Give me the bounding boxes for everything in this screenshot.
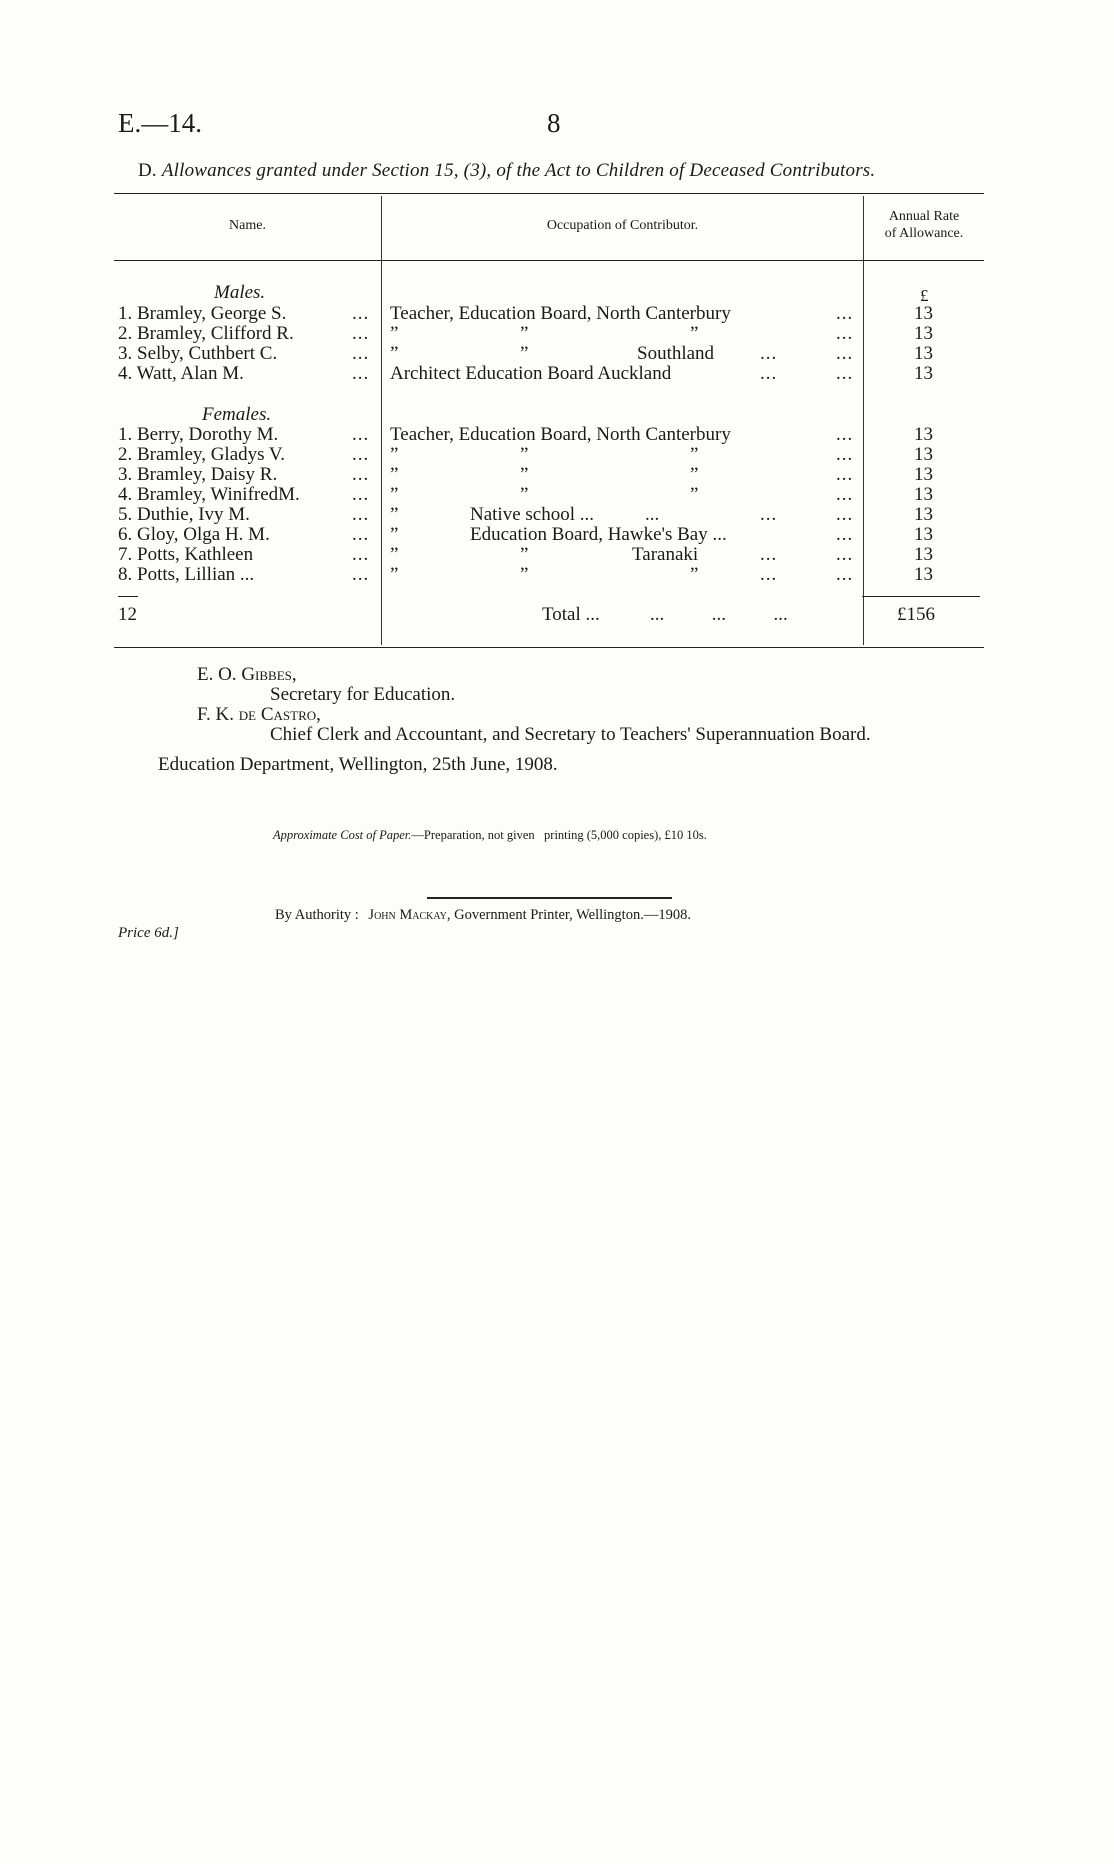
name-leader-dots: ... [352,544,370,565]
header-bottom-rule [114,260,984,261]
name-leader-dots: ... [352,363,370,384]
signature-2-initials: F. K. [197,704,235,725]
females-label: Females. [202,404,272,425]
occupation-part-1: ” [390,323,399,344]
header-name: Name. [229,218,266,233]
imprint [275,907,691,924]
occupation-part-4: ... [760,544,778,565]
entry-name: 2. Bramley, Gladys V. [118,444,285,465]
occupation-leader-dots: ... [836,323,854,344]
entry-name: 5. Duthie, Ivy M. [118,504,250,525]
price: Price 6d.] [118,925,179,941]
occupation-part-2: Education Board, Hawke's Bay ... [470,524,727,545]
entry-name: 1. Berry, Dorothy M. [118,424,279,445]
occupation-part-2: ” [520,444,529,465]
name-leader-dots: ... [352,504,370,525]
occupation-part-1: ” [390,504,399,525]
name-leader-dots: ... [352,343,370,364]
occupation-leader-dots: ... [836,524,854,545]
signature-1-initials: E. O. [197,664,237,685]
header-occupation: Occupation of Contributor. [546,218,699,233]
signature-2-title: Chief Clerk and Accountant, and Secretary to Teachers' Superannuation Board. [270,724,871,745]
rate-value: 13 [914,363,933,384]
occupation-leader-dots: ... [836,504,854,525]
signature-1-surname: Gibbes, [241,664,297,685]
occupation-part-3: ” [690,323,699,344]
rate-value: 13 [914,303,933,324]
name-leader-dots: ... [352,444,370,465]
occupation-leader-dots: ... [836,343,854,364]
total-value: £156 [897,604,935,625]
occupation-part-2: ” [520,464,529,485]
signature-1-title: Secretary for Education. [270,684,456,705]
entry-count: 12 [118,604,137,625]
occupation-part-1: Architect Education Board Auckland [390,363,672,384]
rate-value: 13 [914,504,933,525]
cost-note-text: —Preparation, not given printing (5,000 copies), £10 10s. [411,828,707,842]
page-number: 8 [547,108,561,138]
rate-value: 13 [914,484,933,505]
occupation-part-2: ” [520,484,529,505]
occupation-part-3: ” [690,464,699,485]
occupation-part-2: ” [520,343,529,364]
rate-value: 13 [914,524,933,545]
occupation-part-2: ” [520,323,529,344]
rate-value: 13 [914,424,933,445]
occupation-part-3: ... [645,504,660,525]
occupation-part-3: Southland [637,343,715,364]
currency-symbol: £ [920,286,929,305]
table-top-rule [114,193,984,194]
occupation-part-1: ” [390,544,399,565]
rate-value: 13 [914,544,933,565]
imprint-suffix: Government Printer, Wellington.—1908. [454,907,691,923]
document-reference: E.—14. [118,108,202,138]
entry-name: 3. Selby, Cuthbert C. [118,343,278,364]
cost-note [273,828,707,843]
column-divider-1 [381,196,382,645]
header-rate-line2: of Allowance. [884,226,964,241]
occupation-leader-dots: ... [836,464,854,485]
signature-2-surname: de Castro, [238,704,321,725]
name-leader-dots: ... [352,303,370,324]
occupation-part-3: Taranaki [632,544,699,565]
total-dots: ... ... ... [650,604,788,625]
occupation-part-1: ” [390,464,399,485]
occupation-leader-dots: ... [836,484,854,505]
signature-1-name [197,664,297,686]
occupation-part-1: ” [390,484,399,505]
entry-name: 4. Bramley, WinifredM. [118,484,300,505]
rate-value: 13 [914,444,933,465]
caption-text: Allowances granted under Section 15, (3), of the Act to Children of Deceased Contributors. [161,160,876,181]
total-label: Total ... [542,604,600,625]
name-leader-dots: ... [352,524,370,545]
imprint-printer: John Mackay, [368,907,451,923]
occupation-leader-dots: ... [836,444,854,465]
occupation-part-1: Teacher, Education Board, North Canterbury [390,303,731,324]
occupation-part-3: ” [690,484,699,505]
name-leader-dots: ... [352,323,370,344]
column-divider-2 [863,196,864,645]
entry-name: 6. Gloy, Olga H. M. [118,524,270,545]
entry-name: 2. Bramley, Clifford R. [118,323,294,344]
males-label: Males. [214,282,266,303]
occupation-part-1: Teacher, Education Board, North Canterbury [390,424,731,445]
occupation-part-4: ... [760,343,778,364]
name-leader-dots: ... [352,564,370,585]
caption-prefix: D. [138,160,157,181]
header-rate-line1: Annual Rate [888,209,960,224]
entry-name: 8. Potts, Lillian ... [118,564,255,585]
name-leader-dots: ... [352,424,370,445]
place-and-date: Education Department, Wellington, 25th June, 1908. [158,754,558,775]
table-bottom-rule [114,647,984,648]
occupation-leader-dots: ... [836,544,854,565]
entry-name: 1. Bramley, George S. [118,303,287,324]
occupation-part-1: ” [390,444,399,465]
entry-name: 4. Watt, Alan M. [118,363,244,384]
name-leader-dots: ... [352,484,370,505]
rate-value: 13 [914,323,933,344]
count-rule [118,596,138,597]
imprint-rule [427,897,672,899]
rate-value: 13 [914,464,933,485]
occupation-part-4: ... [760,504,778,525]
total-rule-rate [862,596,980,597]
name-leader-dots: ... [352,464,370,485]
occupation-part-1: ” [390,564,399,585]
occupation-leader-dots: ... [836,424,854,445]
signature-2-name [197,704,321,726]
cost-note-label: Approximate Cost of Paper. [273,828,412,842]
occupation-part-2: ” [520,544,529,565]
table-caption [138,160,875,182]
entry-name: 3. Bramley, Daisy R. [118,464,278,485]
occupation-part-1: ” [390,343,399,364]
occupation-leader-dots: ... [836,303,854,324]
rate-value: 13 [914,343,933,364]
occupation-part-3: ” [690,564,699,585]
occupation-leader-dots: ... [836,363,854,384]
occupation-part-2: ” [520,564,529,585]
occupation-part-1: ” [390,524,399,545]
occupation-part-4: ... [760,363,778,384]
rate-value: 13 [914,564,933,585]
imprint-prefix: By Authority : [275,907,359,923]
occupation-part-4: ... [760,564,778,585]
occupation-leader-dots: ... [836,564,854,585]
occupation-part-2: Native school ... [470,504,595,525]
entry-name: 7. Potts, Kathleen [118,544,254,565]
occupation-part-3: ” [690,444,699,465]
